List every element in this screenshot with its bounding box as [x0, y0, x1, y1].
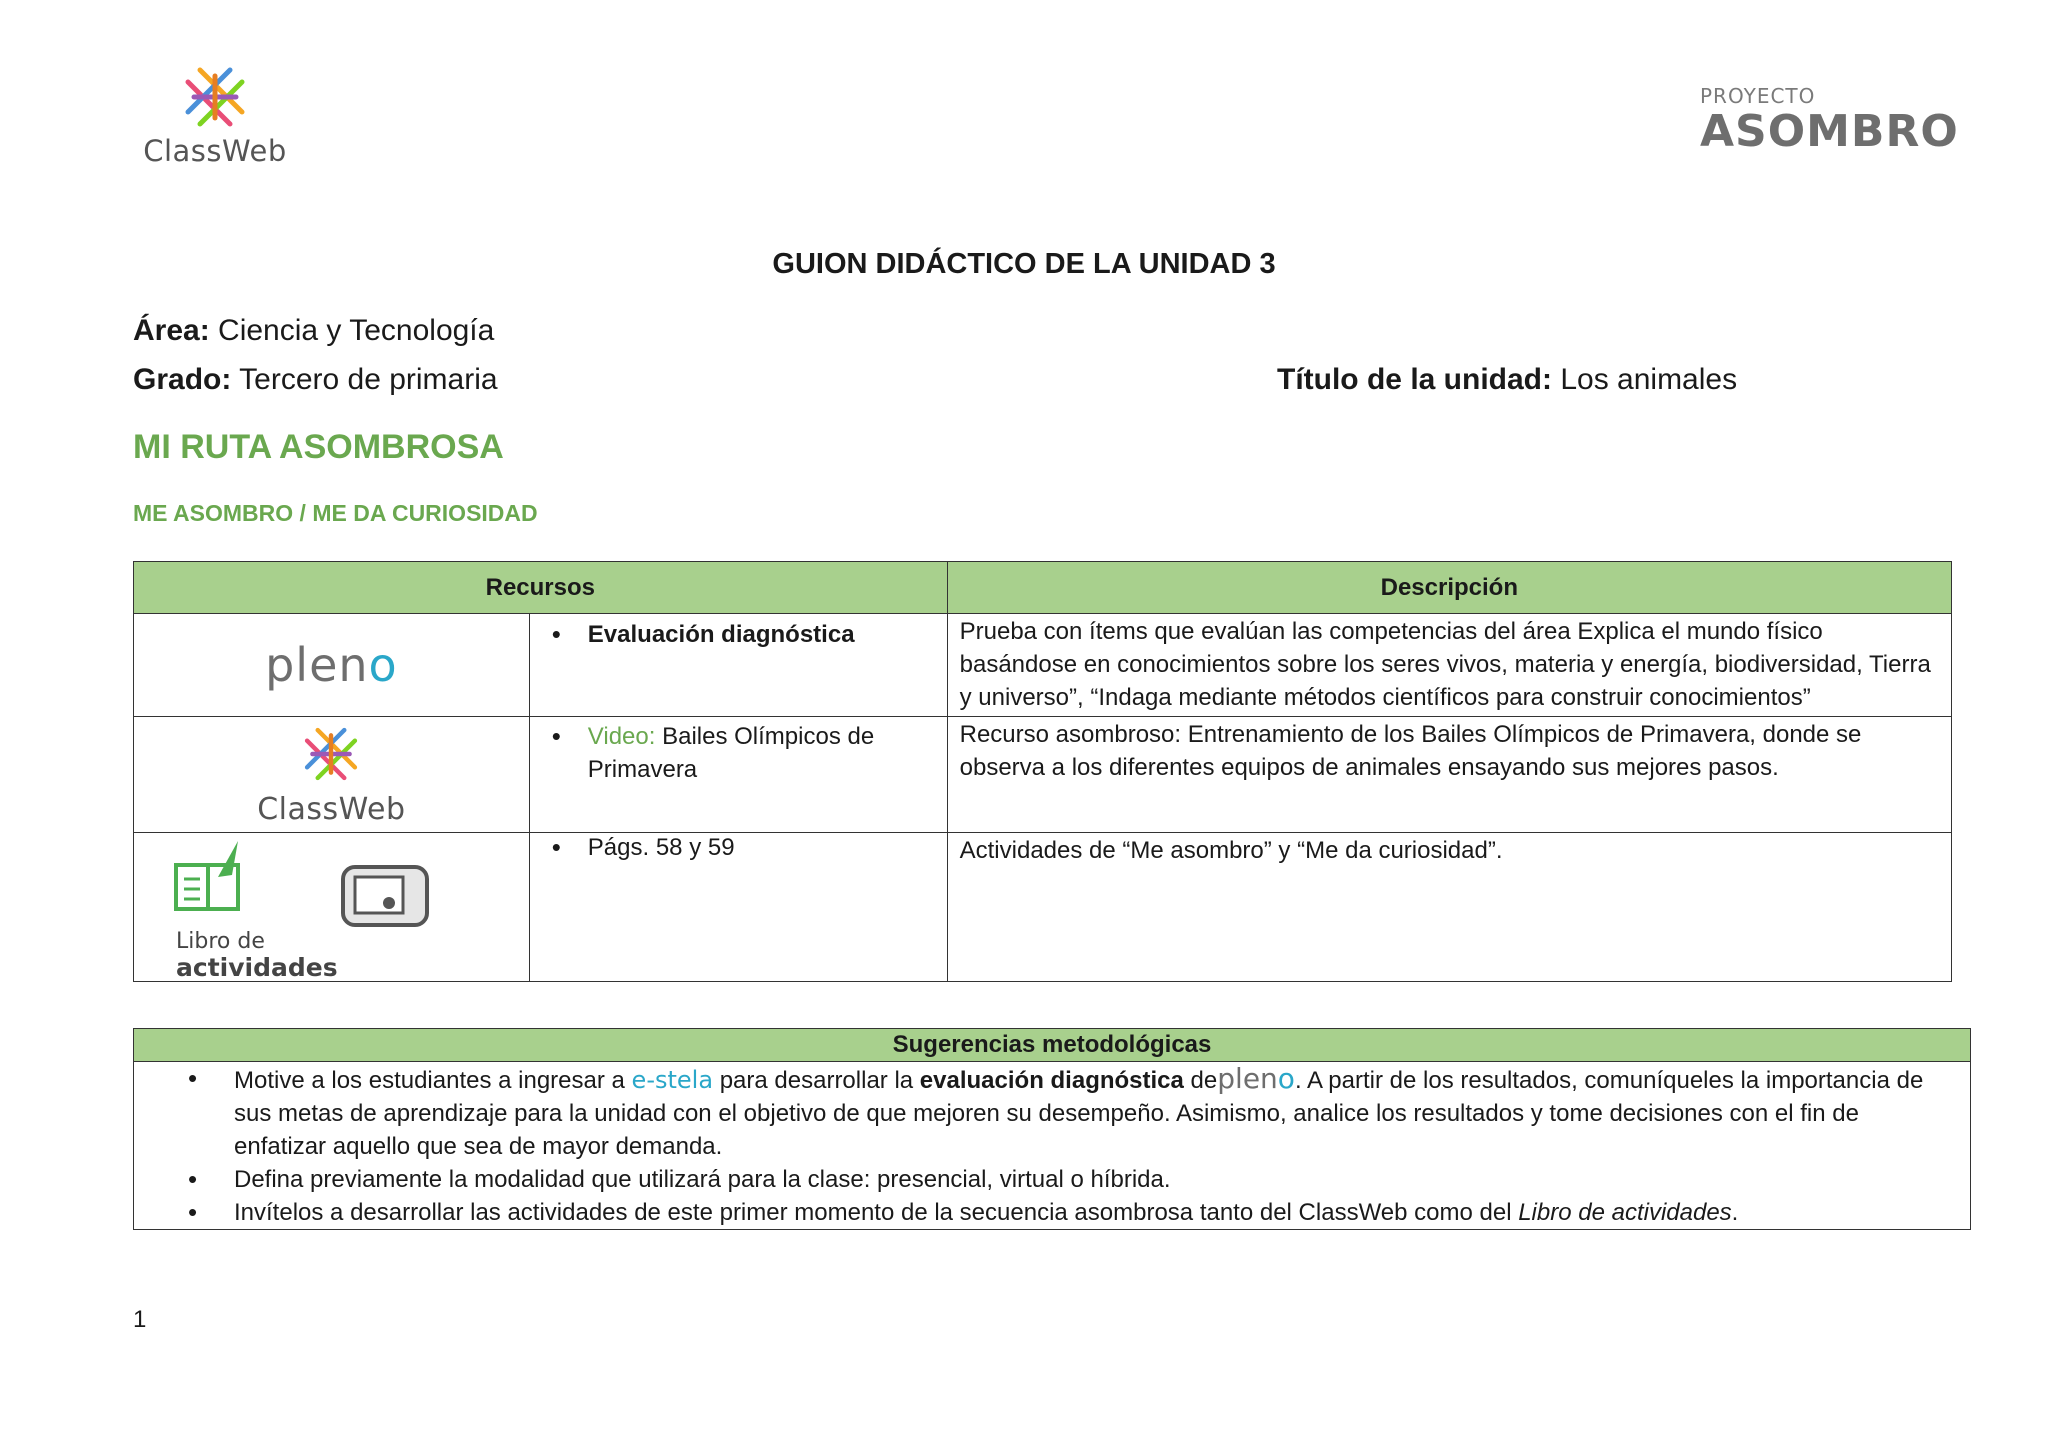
area-label: Área: [133, 314, 210, 347]
sugerencias-body [134, 1062, 1971, 1230]
table-row [134, 717, 1952, 833]
list-item: • Motive a los estudiantes a ingresar a e-stela para desarrollar la evaluación diagnóstica depleno. A partir de los resultados, comuníqueles la importancia de sus metas de aprendizaje para la unidad con el objetivo de que mejoren su desempeño. Asimismo, analice los resultados y tome decisiones con el fin de enfatizar aquello que sea de mayor demanda. [188, 1062, 1944, 1163]
table-row [134, 833, 1952, 982]
pleno-logo: pleno [265, 638, 398, 692]
area-line [133, 314, 494, 348]
asombro-logo [1700, 84, 1960, 156]
pleno-logo-cell [134, 614, 530, 717]
sugerencias-header-row [134, 1029, 1971, 1062]
asombro-logo-big: ASOMBRO [1700, 106, 1959, 157]
fase-heading: ME ASOMBRO / ME DA CURIOSIDAD [133, 500, 538, 526]
area-value: Ciencia y Tecnología [218, 314, 495, 347]
recursos-header-row [134, 562, 1952, 614]
classweb-knot-icon [296, 723, 366, 785]
classweb-logo [140, 62, 290, 182]
list-item: • Invítelos a desarrollar las actividades de este primer momento de la secuencia asombrosa tanto del ClassWeb como del Libro de actividades. [188, 1196, 1944, 1229]
resource-cell [529, 833, 947, 982]
sugerencias-table [133, 1028, 1971, 1230]
description-cell [947, 717, 1951, 833]
classweb-logo-text: ClassWeb [257, 791, 406, 827]
evaluacion-diagnostica-label: Evaluación diagnóstica [587, 621, 855, 648]
sugerencias-header: Sugerencias metodológicas [134, 1029, 1971, 1062]
paginas-text: Págs. 58 y 59 [587, 834, 735, 861]
video-title[interactable]: Bailes Olímpicos de Primavera [587, 723, 875, 783]
classweb-knot-icon [180, 62, 250, 132]
classweb-logo-text: ClassWeb [143, 134, 287, 168]
list-item [552, 720, 937, 786]
grado-label: Grado: [133, 363, 232, 396]
titulo-line [1277, 363, 1737, 397]
asombro-logo-small: PROYECTO [1700, 84, 1816, 108]
libro-logo-cell [134, 833, 530, 982]
description-cell [947, 614, 1951, 717]
page-number: 1 [133, 1306, 147, 1333]
sugerencias-body-row [134, 1062, 1971, 1230]
video-prefix: Video: [587, 723, 656, 750]
description-text: Prueba con ítems que evalúan las competencias del área Explica el mundo físico basándose en conocimientos sobre los seres vivos, materia y energía, biodiversidad, Tierra y universo”, “Indaga mediante métodos científicos para construir conocimientos” [959, 618, 1931, 711]
grado-value: Tercero de primaria [239, 363, 498, 396]
resource-cell [529, 717, 947, 833]
titulo-value: Los animales [1560, 363, 1738, 396]
list-item [552, 618, 937, 651]
estela-logo[interactable]: e-stela [631, 1066, 714, 1094]
grado-line [133, 363, 498, 397]
descripcion-header: Descripción [947, 562, 1951, 614]
description-text: Actividades de “Me asombro” y “Me da curiosidad”. [959, 837, 1503, 864]
description-cell [947, 833, 1951, 982]
classweb-logo-cell [134, 717, 530, 833]
list-item [552, 831, 937, 864]
pleno-inline-logo: pleno [1217, 1062, 1295, 1095]
ruta-heading: MI RUTA ASOMBROSA [133, 428, 504, 466]
recursos-table [133, 561, 1952, 982]
resource-cell [529, 614, 947, 717]
recursos-header: Recursos [134, 562, 948, 614]
list-item: • Defina previamente la modalidad que utilizará para la clase: presencial, virtual o híbrida. [188, 1163, 1944, 1196]
titulo-label: Título de la unidad: [1277, 363, 1552, 396]
description-text: Recurso asombroso: Entrenamiento de los Bailes Olímpicos de Primavera, donde se observa a los diferentes equipos de animales ensayando sus mejores pasos. [959, 721, 1862, 781]
libro-logo-text: Libro de actividades [176, 929, 338, 982]
table-row [134, 614, 1952, 717]
book-icon [170, 837, 250, 917]
tablet-icon [339, 861, 431, 933]
document-title: GUION DIDÁCTICO DE LA UNIDAD 3 [772, 248, 1276, 280]
